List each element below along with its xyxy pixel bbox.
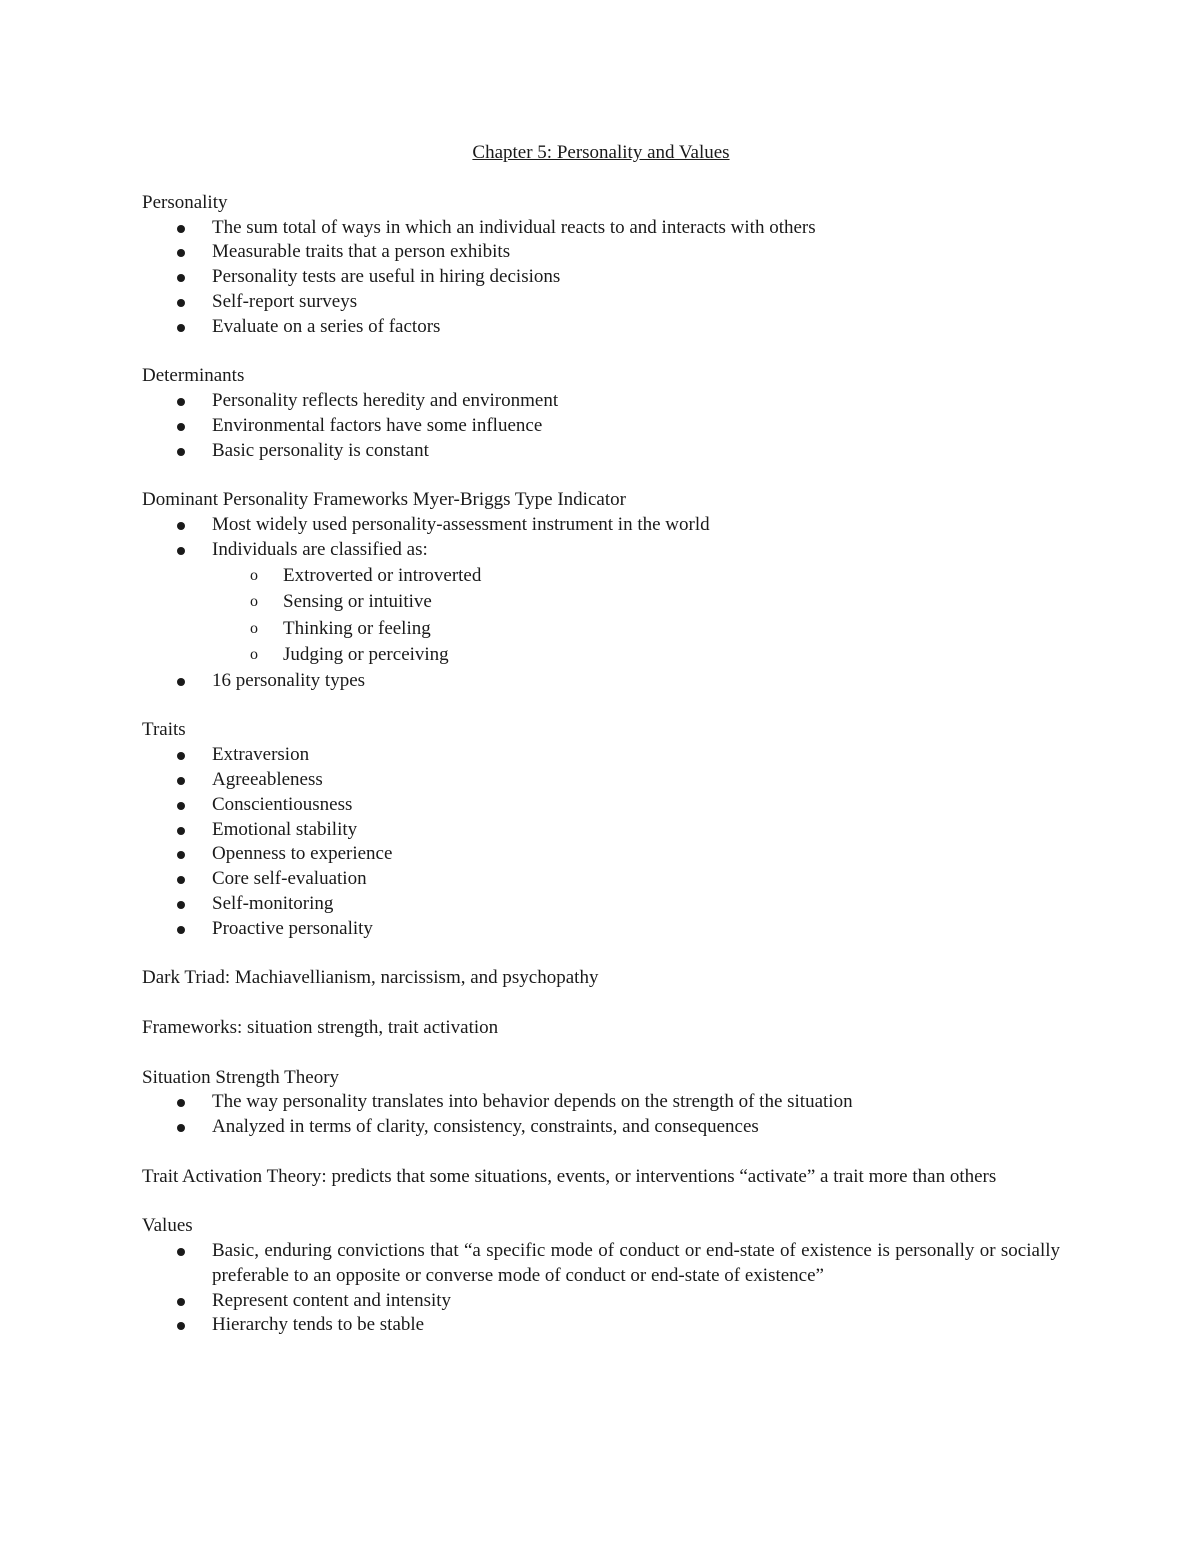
bullet-list	[142, 669, 1060, 694]
list-item	[142, 1115, 1060, 1140]
list-item	[142, 768, 1060, 793]
frameworks-paragraph: Frameworks: situation strength, trait activation	[142, 1016, 499, 1038]
list-item-text: Basic, enduring convictions that “a specific mode of conduct or end-state of existence is personally or socially preferable to an opposite or converse mode of conduct or end-state of existence”	[212, 1240, 1060, 1286]
section-heading: Situation Strength Theory	[142, 1066, 340, 1088]
list-item-text: Individuals are classified as:	[212, 538, 428, 560]
list-item-text: Most widely used personality-assessment instrument in the world	[212, 514, 710, 536]
section-traits	[142, 718, 1060, 941]
bullet-icon	[177, 926, 185, 934]
list-item-text: Openness to experience	[212, 843, 393, 865]
list-item	[142, 315, 1060, 340]
bullet-icon	[177, 1322, 185, 1330]
list-item-text: Evaluate on a series of factors	[212, 315, 441, 337]
list-item-text: Measurable traits that a person exhibits	[212, 241, 511, 263]
bullet-icon	[177, 274, 185, 282]
list-item	[142, 842, 1060, 867]
sub-bullet-list	[142, 563, 1060, 669]
list-item	[142, 1313, 1060, 1338]
list-item-text: Core self-evaluation	[212, 868, 367, 890]
bullet-icon	[177, 876, 185, 884]
list-item-text: Personality reflects heredity and environment	[212, 390, 559, 412]
list-item-text: Represent content and intensity	[212, 1289, 452, 1311]
section-values	[142, 1214, 1060, 1338]
circle-bullet-icon: o	[250, 619, 258, 637]
circle-bullet-icon: o	[250, 566, 258, 584]
bullet-icon	[177, 827, 185, 835]
list-item-text: Basic personality is constant	[212, 439, 429, 461]
bullet-icon	[177, 851, 185, 859]
sub-list-item-text: Sensing or intuitive	[283, 591, 432, 613]
list-item	[142, 265, 1060, 290]
list-item	[142, 892, 1060, 917]
list-item-text: Agreeableness	[212, 768, 323, 790]
list-item	[142, 818, 1060, 843]
bullet-icon	[177, 423, 185, 431]
list-item-text: The way personality translates into behavior depends on the strength of the situation	[212, 1091, 853, 1113]
bullet-icon	[177, 299, 185, 307]
list-item	[142, 513, 1060, 538]
section-heading: Determinants	[142, 365, 245, 387]
section-situation-strength	[142, 1066, 1060, 1140]
section-heading: Traits	[142, 719, 186, 741]
list-item-text: 16 personality types	[212, 669, 366, 691]
list-item-text: Analyzed in terms of clarity, consistency, constraints, and consequences	[212, 1116, 759, 1138]
bullet-list	[142, 1090, 1060, 1140]
section-frameworks-mbti	[142, 488, 1060, 693]
sub-list-item-text: Thinking or feeling	[283, 617, 431, 639]
list-item	[142, 1289, 1060, 1314]
bullet-icon	[177, 1124, 185, 1132]
section-heading: Personality	[142, 191, 228, 213]
list-item-text: Proactive personality	[212, 917, 373, 939]
list-item-text: The sum total of ways in which an individual reacts to and interacts with others	[212, 216, 816, 238]
bullet-icon	[177, 901, 185, 909]
list-item-text: Self-report surveys	[212, 290, 358, 312]
dark-triad-paragraph: Dark Triad: Machiavellianism, narcissism, and psychopathy	[142, 967, 599, 989]
list-item	[142, 793, 1060, 818]
sub-list-item-text: Judging or perceiving	[283, 644, 449, 666]
circle-bullet-icon: o	[250, 593, 258, 611]
bullet-icon	[177, 547, 185, 555]
sub-list-item-text: Extroverted or introverted	[283, 564, 482, 586]
list-item	[142, 389, 1060, 414]
bullet-list	[142, 216, 1060, 340]
list-item	[142, 290, 1060, 315]
bullet-icon	[177, 802, 185, 810]
list-item-text: Environmental factors have some influence	[212, 414, 543, 436]
page-title: Chapter 5: Personality and Values	[472, 142, 730, 163]
section-personality	[142, 191, 1060, 340]
list-item	[142, 743, 1060, 768]
list-item	[142, 1090, 1060, 1115]
bullet-icon	[177, 398, 185, 406]
list-item	[142, 216, 1060, 241]
bullet-icon	[177, 324, 185, 332]
trait-activation-paragraph: Trait Activation Theory: predicts that some situations, events, or interventions “activate” a trait more than others	[142, 1165, 997, 1187]
bullet-list	[142, 389, 1060, 463]
list-item-text: Personality tests are useful in hiring decisions	[212, 266, 561, 288]
list-item-text: Extraversion	[212, 744, 310, 766]
document-page	[142, 141, 1060, 1363]
list-item	[142, 240, 1060, 265]
list-item-text: Hierarchy tends to be stable	[212, 1314, 425, 1336]
bullet-list	[142, 513, 1060, 563]
bullet-icon	[177, 448, 185, 456]
bullet-icon	[177, 678, 185, 686]
bullet-icon	[177, 225, 185, 233]
bullet-icon	[177, 522, 185, 530]
list-item	[142, 1239, 1060, 1289]
list-item-text: Emotional stability	[212, 818, 358, 840]
sub-list-item	[142, 642, 1060, 669]
bullet-list	[142, 1239, 1060, 1338]
list-item	[142, 414, 1060, 439]
list-item	[142, 867, 1060, 892]
section-determinants	[142, 364, 1060, 463]
bullet-icon	[177, 249, 185, 257]
sub-list-item	[142, 589, 1060, 616]
list-item	[142, 917, 1060, 942]
sub-list-item	[142, 616, 1060, 643]
bullet-icon	[177, 752, 185, 760]
list-item-text: Conscientiousness	[212, 793, 353, 815]
bullet-icon	[177, 1248, 185, 1256]
list-item	[142, 669, 1060, 694]
sub-list-item	[142, 563, 1060, 590]
section-heading: Values	[142, 1215, 193, 1237]
bullet-list	[142, 743, 1060, 941]
circle-bullet-icon: o	[250, 646, 258, 664]
list-item	[142, 538, 1060, 563]
list-item-text: Self-monitoring	[212, 892, 334, 914]
bullet-icon	[177, 1099, 185, 1107]
bullet-icon	[177, 777, 185, 785]
section-heading: Dominant Personality Frameworks Myer-Briggs Type Indicator	[142, 489, 626, 511]
bullet-icon	[177, 1298, 185, 1306]
list-item	[142, 439, 1060, 464]
